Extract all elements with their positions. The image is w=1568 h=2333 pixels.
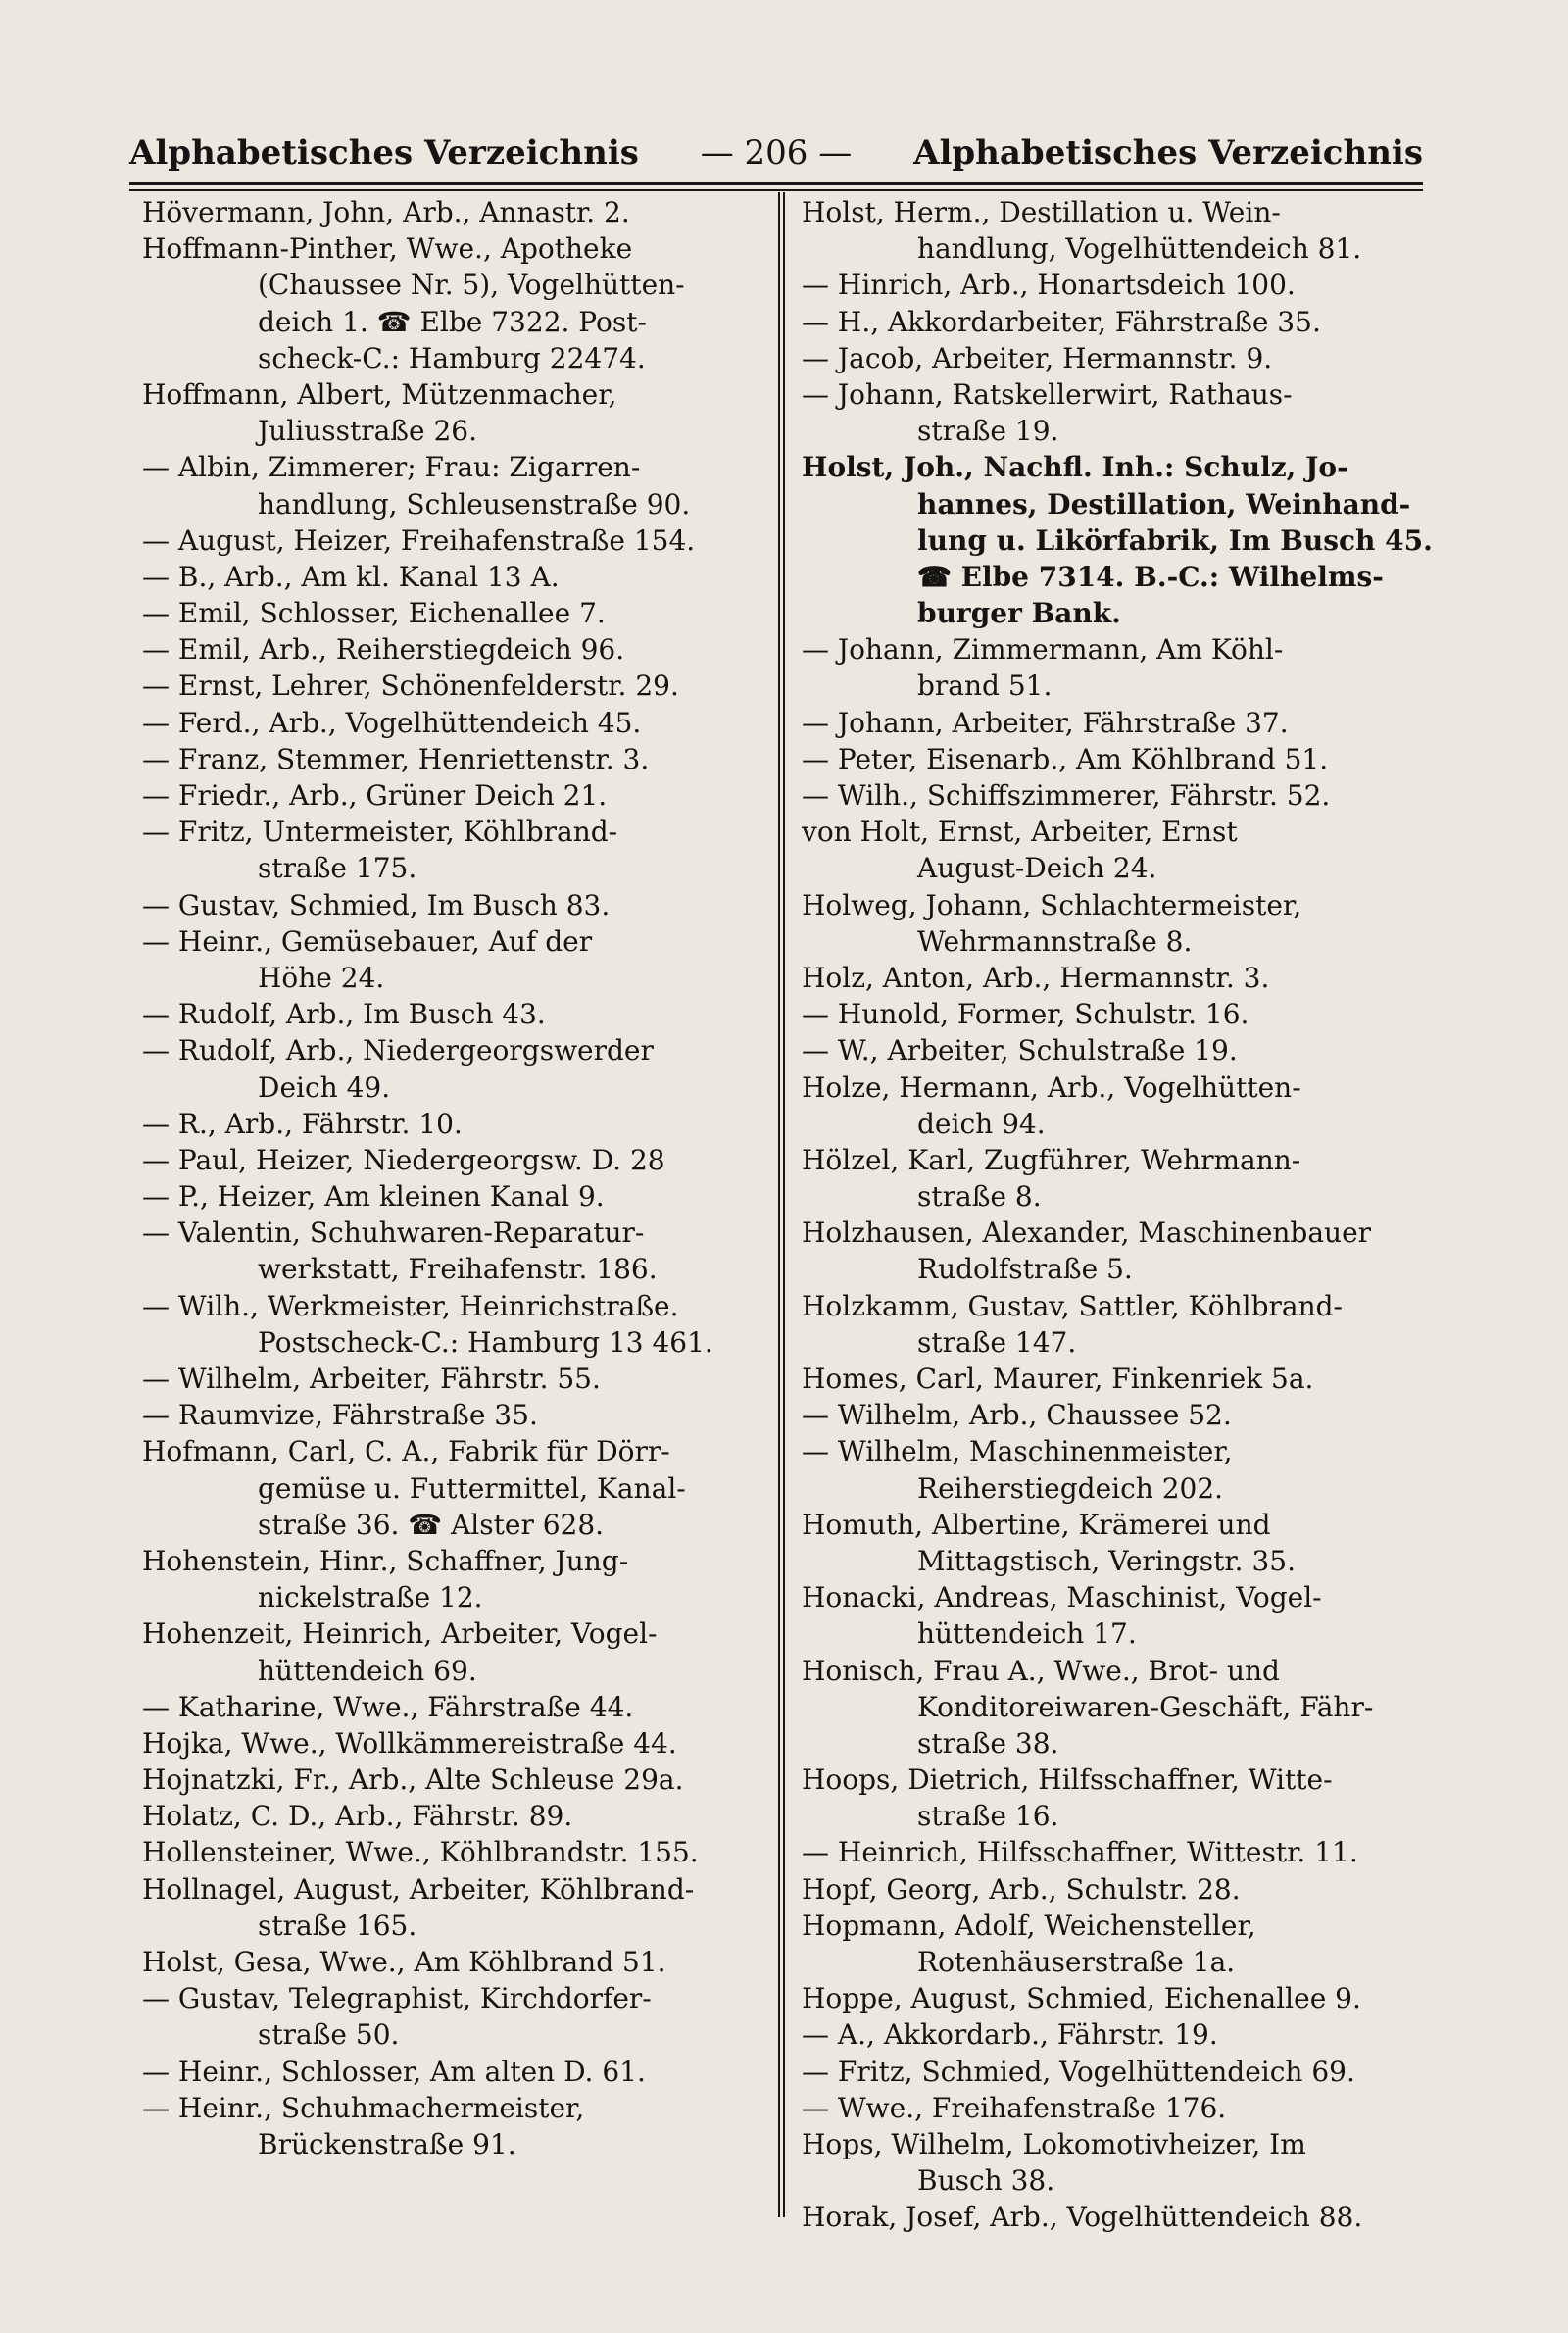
directory-entry <box>802 194 1429 267</box>
directory-entry <box>142 1142 769 1178</box>
entry-line: Holzkamm, Gustav, Sattler, Köhlbrand- <box>802 1289 1344 1322</box>
directory-entry <box>802 1288 1429 1361</box>
directory-entry <box>802 1871 1429 1908</box>
entry-line: Höhe 24. <box>258 961 385 994</box>
directory-entry <box>802 304 1429 340</box>
directory-entry <box>142 1980 769 2053</box>
entry-line: Holweg, Johann, Schlachtermeister, <box>802 888 1302 921</box>
directory-entry <box>142 1178 769 1215</box>
entry-line: — Hunold, Former, Schulstr. 16. <box>802 998 1250 1031</box>
entry-line: Hoops, Dietrich, Hilfsschaffner, Witte- <box>802 1763 1333 1797</box>
directory-entry <box>142 1361 769 1397</box>
directory-entry <box>142 1106 769 1142</box>
directory-entry <box>802 2054 1429 2090</box>
entry-line: — Albin, Zimmerer; Frau: Zigarren- <box>142 451 641 484</box>
entry-line: — R., Arb., Fährstr. 10. <box>142 1107 463 1140</box>
directory-entry <box>802 1834 1429 1870</box>
directory-entry <box>802 777 1429 814</box>
directory-entry <box>802 741 1429 777</box>
directory-entry <box>802 1215 1429 1287</box>
directory-entry <box>802 376 1429 449</box>
entry-line: — Peter, Eisenarb., Am Köhlbrand 51. <box>802 742 1329 775</box>
entry-line: — Paul, Heizer, Niedergeorgsw. D. 28 <box>142 1143 665 1176</box>
directory-entry <box>802 2016 1429 2053</box>
entry-line: Busch 38. <box>917 2164 1055 2198</box>
entry-line: Holst, Gesa, Wwe., Am Köhlbrand 51. <box>142 1946 666 1978</box>
directory-entry <box>142 777 769 814</box>
entry-line: — Rudolf, Arb., Niedergeorgswerder <box>142 1034 654 1067</box>
entry-line: — Friedr., Arb., Grüner Deich 21. <box>142 779 608 812</box>
entry-line: Hojka, Wwe., Wollkämmereistraße 44. <box>142 1726 677 1760</box>
entry-line: Reiherstiegdeich 202. <box>917 1471 1224 1505</box>
directory-entry <box>142 449 769 521</box>
entry-line: nickelstraße 12. <box>258 1581 483 1614</box>
entry-line: Hoffmann, Albert, Mützenmacher, <box>142 377 617 411</box>
entry-line: straße 8. <box>917 1180 1042 1214</box>
entry-line: — Johann, Zimmermann, Am Köhl- <box>802 633 1284 667</box>
entry-line: deich 1. ☎ Elbe 7322. Post- <box>258 305 647 338</box>
entry-line: straße 38. <box>917 1726 1059 1760</box>
entry-line: — Jacob, Arbeiter, Hermannstr. 9. <box>802 341 1273 374</box>
directory-entry <box>142 705 769 741</box>
entry-line: Holatz, C. D., Arb., Fährstr. 89. <box>142 1800 573 1833</box>
entry-line: — Wilhelm, Maschinenmeister, <box>802 1435 1233 1468</box>
entry-line: — August, Heizer, Freihafenstraße 154. <box>142 523 696 557</box>
directory-entry <box>142 2054 769 2090</box>
entry-line: — Valentin, Schuhwaren-Reparatur- <box>142 1216 645 1250</box>
entry-line: Juliusstraße 26. <box>258 415 477 448</box>
directory-entry <box>802 814 1429 886</box>
entry-line: ☎ Elbe 7314. B.-C.: Wilhelms- <box>917 560 1384 593</box>
entry-line: — Katharine, Wwe., Fährstraße 44. <box>142 1690 634 1723</box>
entry-line: Wehrmannstraße 8. <box>917 924 1193 958</box>
entry-line: Hollensteiner, Wwe., Köhlbrandstr. 155. <box>142 1836 699 1869</box>
directory-entry <box>142 1689 769 1725</box>
entry-line: — Emil, Schlosser, Eichenallee 7. <box>142 597 606 630</box>
entry-line: Hollnagel, August, Arbeiter, Köhlbrand- <box>142 1872 695 1906</box>
right-column <box>802 194 1433 2236</box>
entry-line: Honisch, Frau A., Wwe., Brot- und <box>802 1654 1280 1687</box>
entry-line: Mittagstisch, Veringstr. 35. <box>917 1544 1296 1577</box>
entry-line: — Ferd., Arb., Vogelhüttendeich 45. <box>142 706 642 739</box>
entry-line: Postscheck-C.: Hamburg 13 461. <box>258 1325 713 1359</box>
entry-line: Honacki, Andreas, Maschinist, Vogel- <box>802 1581 1322 1614</box>
directory-entry <box>142 559 769 595</box>
directory-entry <box>802 1433 1429 1506</box>
entry-line: von Holt, Ernst, Arbeiter, Ernst <box>802 816 1238 849</box>
entry-line: Hölzel, Karl, Zugführer, Wehrmann- <box>802 1143 1301 1176</box>
directory-entry <box>802 887 1429 960</box>
entry-line: burger Bank. <box>917 597 1121 630</box>
directory-entry <box>142 1288 769 1361</box>
entry-line: — Fritz, Schmied, Vogelhüttendeich 69. <box>802 2055 1355 2088</box>
entry-line: straße 36. ☎ Alster 628. <box>258 1508 605 1541</box>
directory-entry <box>802 1762 1429 1834</box>
directory-entry <box>802 1142 1429 1215</box>
directory-entry <box>142 522 769 559</box>
entry-line: Rudolfstraße 5. <box>917 1253 1133 1286</box>
entry-line: hannes, Destillation, Weinhand- <box>917 487 1411 521</box>
directory-entry <box>142 1032 769 1105</box>
entry-line: — Rudolf, Arb., Im Busch 43. <box>142 998 546 1031</box>
entry-line: (Chaussee Nr. 5), Vogelhütten- <box>258 269 685 302</box>
entry-line: Deich 49. <box>258 1070 391 1104</box>
directory-entry <box>802 1908 1429 1980</box>
header-right-title: Alphabetisches Verzeichnis <box>913 133 1423 173</box>
directory-entry <box>802 996 1429 1032</box>
entry-line: Hofmann, Carl, C. A., Fabrik für Dörr- <box>142 1435 670 1468</box>
directory-entry <box>142 887 769 923</box>
directory-entry <box>802 1361 1429 1397</box>
directory-entry <box>142 1944 769 1980</box>
entry-line: werkstatt, Freihafenstr. 186. <box>258 1253 658 1286</box>
entry-line: brand 51. <box>917 670 1053 703</box>
entry-line: Hopf, Georg, Arb., Schulstr. 28. <box>802 1872 1241 1906</box>
entry-line: straße 19. <box>917 415 1059 448</box>
directory-entry <box>802 705 1429 741</box>
directory-entry <box>802 1032 1429 1068</box>
entry-line: — W., Arbeiter, Schulstraße 19. <box>802 1034 1238 1067</box>
header-left-title: Alphabetisches Verzeichnis <box>129 133 639 173</box>
entry-line: straße 50. <box>258 2018 400 2052</box>
directory-entry <box>142 923 769 996</box>
directory-entry <box>142 1397 769 1433</box>
entry-line: Holst, Herm., Destillation u. Wein- <box>802 196 1281 228</box>
entry-line: lung u. Likörfabrik, Im Busch 45. <box>917 523 1433 557</box>
directory-entry <box>142 1433 769 1543</box>
directory-entry <box>142 376 769 449</box>
column-divider <box>778 192 785 2217</box>
directory-entry <box>802 340 1429 376</box>
entry-line: — Franz, Stemmer, Henriettenstr. 3. <box>142 742 650 775</box>
entry-line: deich 94. <box>917 1107 1046 1140</box>
directory-entry <box>142 1215 769 1287</box>
directory-entry <box>802 631 1429 704</box>
entry-line: Hopmann, Adolf, Weichensteller, <box>802 1909 1256 1942</box>
directory-entry <box>142 1762 769 1798</box>
entry-line: Homes, Carl, Maurer, Finkenriek 5a. <box>802 1363 1314 1395</box>
directory-entry <box>802 1507 1429 1579</box>
directory-entry <box>142 631 769 668</box>
entry-line: — Wilh., Schiffszimmerer, Fährstr. 52. <box>802 779 1331 812</box>
entry-line: Horak, Josef, Arb., Vogelhüttendeich 88. <box>802 2201 1363 2234</box>
entry-line: — Ernst, Lehrer, Schönenfelderstr. 29. <box>142 670 679 703</box>
entry-line: Hövermann, John, Arb., Annastr. 2. <box>142 196 630 228</box>
directory-entry <box>142 1543 769 1615</box>
directory-entry <box>142 1834 769 1870</box>
entry-line: handlung, Vogelhüttendeich 81. <box>917 232 1362 266</box>
directory-entry <box>142 1725 769 1762</box>
directory-entry <box>142 741 769 777</box>
directory-entry <box>142 1871 769 1944</box>
directory-entry <box>142 595 769 631</box>
header-rule-top <box>129 182 1423 185</box>
directory-entry <box>142 1798 769 1834</box>
entry-line: — Gustav, Schmied, Im Busch 83. <box>142 888 611 921</box>
page-header <box>129 125 1423 180</box>
entry-line: Rotenhäuserstraße 1a. <box>917 1946 1236 1978</box>
entry-line: — Emil, Arb., Reiherstiegdeich 96. <box>142 633 625 667</box>
left-column <box>142 194 769 2162</box>
directory-entry <box>142 1615 769 1688</box>
entry-line: Hoffmann-Pinther, Wwe., Apotheke <box>142 232 633 266</box>
entry-line: — Raumvize, Fährstraße 35. <box>142 1399 538 1432</box>
directory-entry <box>802 1069 1429 1142</box>
entry-line: straße 147. <box>917 1325 1077 1359</box>
entry-line: scheck-C.: Hamburg 22474. <box>258 341 646 374</box>
entry-line: handlung, Schleusenstraße 90. <box>258 487 691 521</box>
directory-entry <box>802 2126 1429 2199</box>
entry-line: — B., Arb., Am kl. Kanal 13 A. <box>142 560 560 593</box>
entry-line: straße 175. <box>258 852 417 885</box>
entry-line: — H., Akkordarbeiter, Fährstraße 35. <box>802 305 1321 338</box>
entry-line: — P., Heizer, Am kleinen Kanal 9. <box>142 1180 605 1214</box>
directory-entry <box>142 2090 769 2162</box>
entry-line: straße 16. <box>917 1800 1059 1833</box>
entry-line: — Heinr., Schuhmachermeister, <box>142 2091 585 2124</box>
directory-entry <box>802 267 1429 303</box>
entry-line: Hops, Wilhelm, Lokomotivheizer, Im <box>802 2127 1306 2160</box>
entry-line: — Heinr., Gemüsebauer, Auf der <box>142 924 593 958</box>
entry-line: — Wilhelm, Arb., Chaussee 52. <box>802 1399 1232 1432</box>
entry-line: hüttendeich 69. <box>258 1654 477 1687</box>
directory-entry <box>142 814 769 886</box>
directory-entry <box>802 1579 1429 1652</box>
entry-line: Homuth, Albertine, Krämerei und <box>802 1508 1271 1541</box>
entry-line: Holzhausen, Alexander, Maschinenbauer <box>802 1216 1372 1250</box>
entry-line: Hohenzeit, Heinrich, Arbeiter, Vogel- <box>142 1617 658 1651</box>
entry-line: Holze, Hermann, Arb., Vogelhütten- <box>802 1070 1301 1104</box>
entry-line: Hohenstein, Hinr., Schaffner, Jung- <box>142 1544 629 1577</box>
entry-line: Hojnatzki, Fr., Arb., Alte Schleuse 29a. <box>142 1763 684 1797</box>
entry-line: — Wilhelm, Arbeiter, Fährstr. 55. <box>142 1363 601 1395</box>
entry-line: — Wwe., Freihafenstraße 176. <box>802 2091 1227 2124</box>
entry-line: Brückenstraße 91. <box>258 2127 516 2160</box>
entry-line: Konditoreiwaren-Geschäft, Fähr- <box>917 1690 1374 1723</box>
directory-entry <box>802 2199 1429 2235</box>
header-rule-bottom <box>129 189 1423 191</box>
entry-line: — Heinrich, Hilfsschaffner, Wittestr. 11. <box>802 1836 1358 1869</box>
directory-entry <box>142 194 769 230</box>
entry-line: — Wilh., Werkmeister, Heinrichstraße. <box>142 1289 679 1322</box>
page-number: — 206 — <box>700 133 853 173</box>
entry-line: gemüse u. Futtermittel, Kanal- <box>258 1471 686 1505</box>
directory-entry <box>802 1980 1429 2016</box>
entry-line: — Johann, Ratskellerwirt, Rathaus- <box>802 377 1293 411</box>
entry-line: — Hinrich, Arb., Honartsdeich 100. <box>802 269 1296 302</box>
directory-entry <box>802 1397 1429 1433</box>
entry-line: August-Deich 24. <box>917 852 1157 885</box>
directory-entry <box>142 230 769 376</box>
entry-line: straße 165. <box>258 1909 417 1942</box>
entry-line: Holz, Anton, Arb., Hermannstr. 3. <box>802 961 1270 994</box>
entry-line: hüttendeich 17. <box>917 1617 1137 1651</box>
entry-line: Hoppe, August, Schmied, Eichenallee 9. <box>802 1982 1361 2015</box>
directory-entry <box>142 668 769 704</box>
entry-line: Holst, Joh., Nachfl. Inh.: Schulz, Jo- <box>802 451 1348 484</box>
directory-entry <box>142 996 769 1032</box>
directory-entry <box>802 2090 1429 2126</box>
directory-entry <box>802 449 1433 631</box>
entry-line: — A., Akkordarb., Fährstr. 19. <box>802 2018 1218 2052</box>
entry-line: — Fritz, Untermeister, Köhlbrand- <box>142 816 618 849</box>
directory-entry <box>802 960 1429 996</box>
entry-line: — Heinr., Schlosser, Am alten D. 61. <box>142 2055 646 2088</box>
entry-line: — Johann, Arbeiter, Fährstraße 37. <box>802 706 1289 739</box>
entry-line: — Gustav, Telegraphist, Kirchdorfer- <box>142 1982 652 2015</box>
directory-entry <box>802 1653 1429 1762</box>
